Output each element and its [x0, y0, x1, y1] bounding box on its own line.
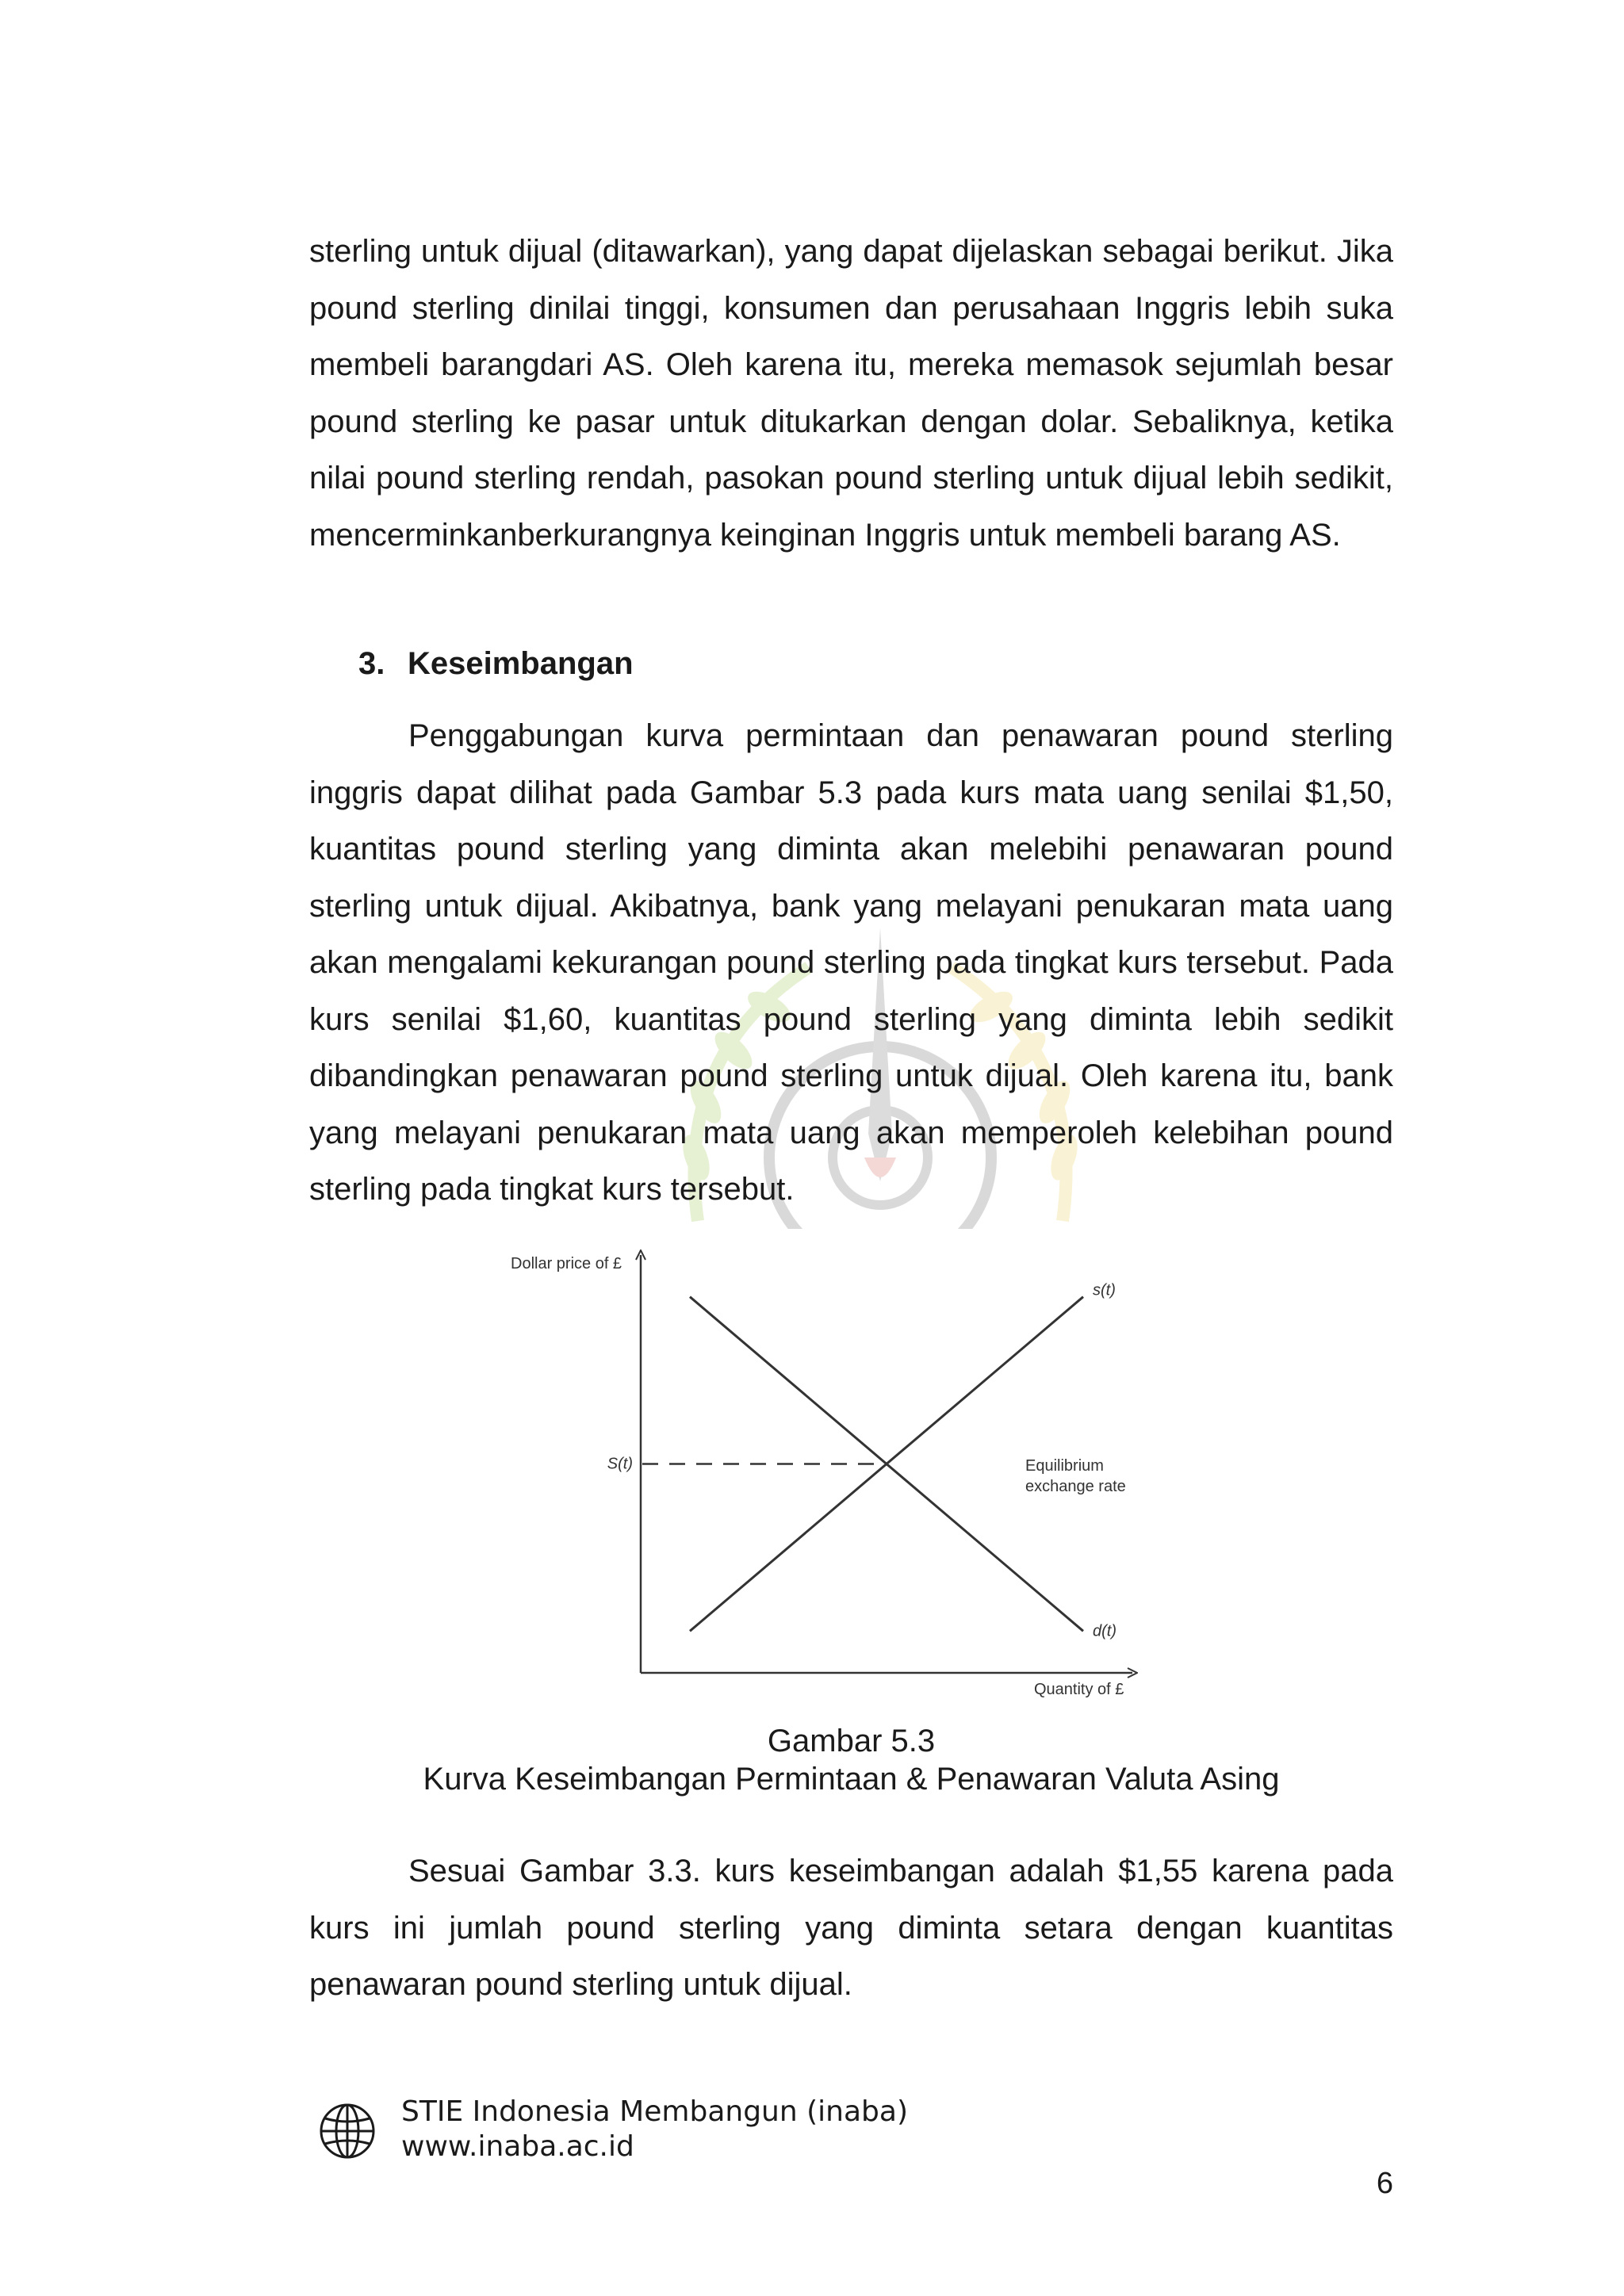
paragraph-3: Sesuai Gambar 3.3. kurs keseimbangan adalah $1,55 karena pada kurs ini jumlah pound sterling yang diminta setara dengan kuantitas penawaran pound sterling untuk dijual. [309, 1854, 1393, 2002]
annotation-line-2: exchange rate [1025, 1478, 1126, 1495]
footer-url[interactable]: www.inaba.ac.id [401, 2130, 634, 2163]
page-footer [317, 2093, 908, 2172]
equilibrium-chart [492, 1241, 1166, 1716]
section-number: 3. [358, 646, 385, 681]
page-number: 6 [1376, 2167, 1393, 2200]
section-title: Keseimbangan [408, 646, 634, 681]
paragraph-2: Penggabungan kurva permintaan dan penawaran pound sterling inggris dapat dilihat pada Gambar 5.3 pada kurs mata uang senilai $1,50, kuantitas pound sterling yang diminta akan melebihi penawaran pound sterling untuk dijual. Akibatnya, bank yang melayani penukaran mata uang akan mengalami kekurangan pound sterling pada tingkat kurs tersebut. Pada kurs senilai $1,60, kuantitas pound sterling yang diminta lebih sedikit dibandingkan penawaran pound sterling untuk dijual. Oleh karena itu, bank yang melayani penukaran mata uang akan memperoleh kelebihan pound sterling pada tingkat kurs tersebut. [309, 718, 1393, 1207]
x-axis-label: Quantity of £ [1034, 1681, 1124, 1698]
chart-svg [492, 1241, 1166, 1716]
section-heading [358, 636, 634, 692]
supply-label: s(t) [1093, 1281, 1116, 1299]
footer-institution: STIE Indonesia Membangun (inaba) [401, 2095, 908, 2128]
figure-caption-title: Kurva Keseimbangan Permintaan & Penawaran Valuta Asing [423, 1762, 1280, 1797]
annotation-line-1: Equilibrium [1025, 1457, 1104, 1475]
demand-label: d(t) [1093, 1622, 1116, 1640]
globe-icon [317, 2101, 377, 2161]
equilibrium-rate-tick-label: S(t) [607, 1455, 633, 1473]
y-axis-label: Dollar price of £ [511, 1255, 622, 1272]
paragraph-1: sterling untuk dijual (ditawarkan), yang dapat dijelaskan sebagai berikut. Jika pound sterling dinilai tinggi, konsumen dan perusahaan Inggris lebih suka membeli barangdari AS. Oleh karena itu, mereka memasok sejumlah besar pound sterling ke pasar untuk ditukarkan dengan dolar. Sebaliknya, ketika nilai pound sterling rendah, pasokan pound sterling untuk dijual lebih sedikit, mencerminkanberkurangnya keinginan Inggris untuk membeli barang AS. [309, 234, 1393, 553]
figure-caption-number: Gambar 5.3 [767, 1724, 936, 1758]
